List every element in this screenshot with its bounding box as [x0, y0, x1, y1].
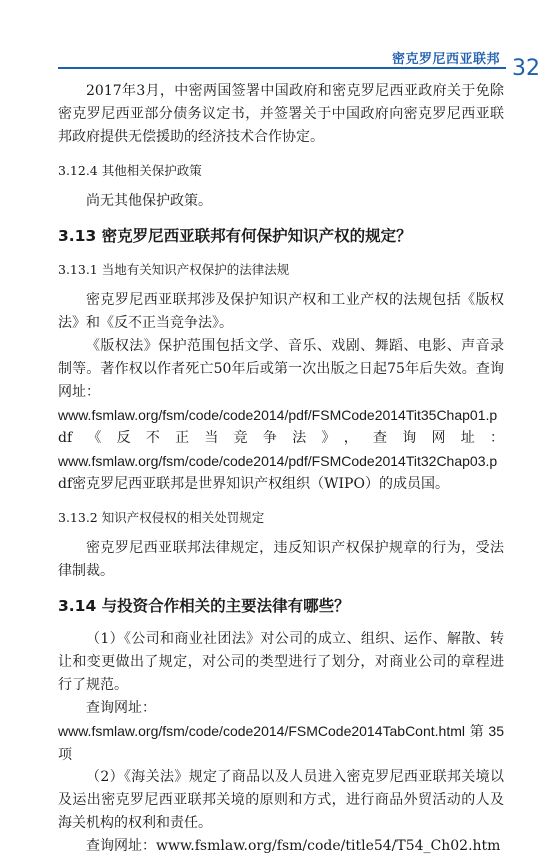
paragraph-company-law: （1）《公司和商业社团法》对公司的成立、组织、运作、解散、转让和变更做出了规定，对公司的类型进行了划分，对商业公司的章程进行了规范。	[58, 631, 504, 693]
company-law-url: www.fsmlaw.org/fsm/code/code2014/FSMCode2014TabCont.html第35项	[58, 723, 504, 762]
paragraph-ip-laws: 密克罗尼西亚联邦涉及保护知识产权和工业产权的法规包括《版权法》和《反不正当竞争法》。	[58, 292, 504, 331]
paragraph-ip-penalties: 密克罗尼西亚联邦法律规定，违反知识产权保护规章的行为，受法律制裁。	[58, 540, 504, 579]
unfair-competition-law-url: www.fsmlaw.org/fsm/code/code2014/pdf/FSMCode2014Tit32Chap03.p	[58, 453, 498, 469]
intro-paragraph: 2017年3月，中密两国签署中国政府和密克罗尼西亚政府关于免除密克罗尼西亚部分债务议定书，并签署关于中国政府向密克罗尼西亚联邦政府提供无偿援助的经济技术合作协定。	[58, 83, 504, 145]
customs-law-query-line: 查询网址：www.fsmlaw.org/fsm/code/title54/T54_Ch02.htm	[86, 838, 501, 854]
header-rule	[58, 67, 506, 69]
unfair-competition-law-line: df《反不正当竞争法》，查询网址：	[58, 430, 504, 446]
subsection-heading-3-12-4: 3.12.4 其他相关保护政策	[58, 163, 202, 178]
paragraph-no-other-policy: 尚无其他保护政策。	[86, 193, 212, 209]
copyright-law-url: www.fsmlaw.org/fsm/code/code2014/pdf/FSMCode2014Tit35Chap01.p	[58, 407, 498, 423]
paragraph-copyright-law: 《版权法》保护范围包括文学、音乐、戏剧、舞蹈、电影、声音录制等。著作权以作者死亡50年后或第一次出版之日起75年后失效。查询网址：	[58, 338, 504, 400]
paragraph-customs-law: （2）《海关法》规定了商品以及人员进入密克罗尼西亚联邦关境以及运出密克罗尼西亚联邦关境的原则和方式，进行商品外贸活动的人及海关机构的权利和责任。	[58, 769, 504, 831]
company-law-query-label: 查询网址：	[86, 700, 156, 716]
section-heading-3-13: 3.13 密克罗尼西亚联邦有何保护知识产权的规定？	[58, 227, 412, 245]
running-header-title: 密克罗尼西亚联邦	[391, 52, 500, 67]
page-number: 32	[512, 56, 540, 81]
page-body	[58, 80, 504, 858]
subsection-heading-3-13-1: 3.13.1 当地有关知识产权保护的法律法规	[58, 262, 290, 277]
section-heading-3-14: 3.14 与投资合作相关的主要法律有哪些？	[58, 597, 350, 615]
subsection-heading-3-13-2: 3.13.2 知识产权侵权的相关处罚规定	[58, 510, 265, 525]
wipo-member-line: df密克罗尼西亚联邦是世界知识产权组织（WIPO）的成员国。	[58, 476, 449, 492]
